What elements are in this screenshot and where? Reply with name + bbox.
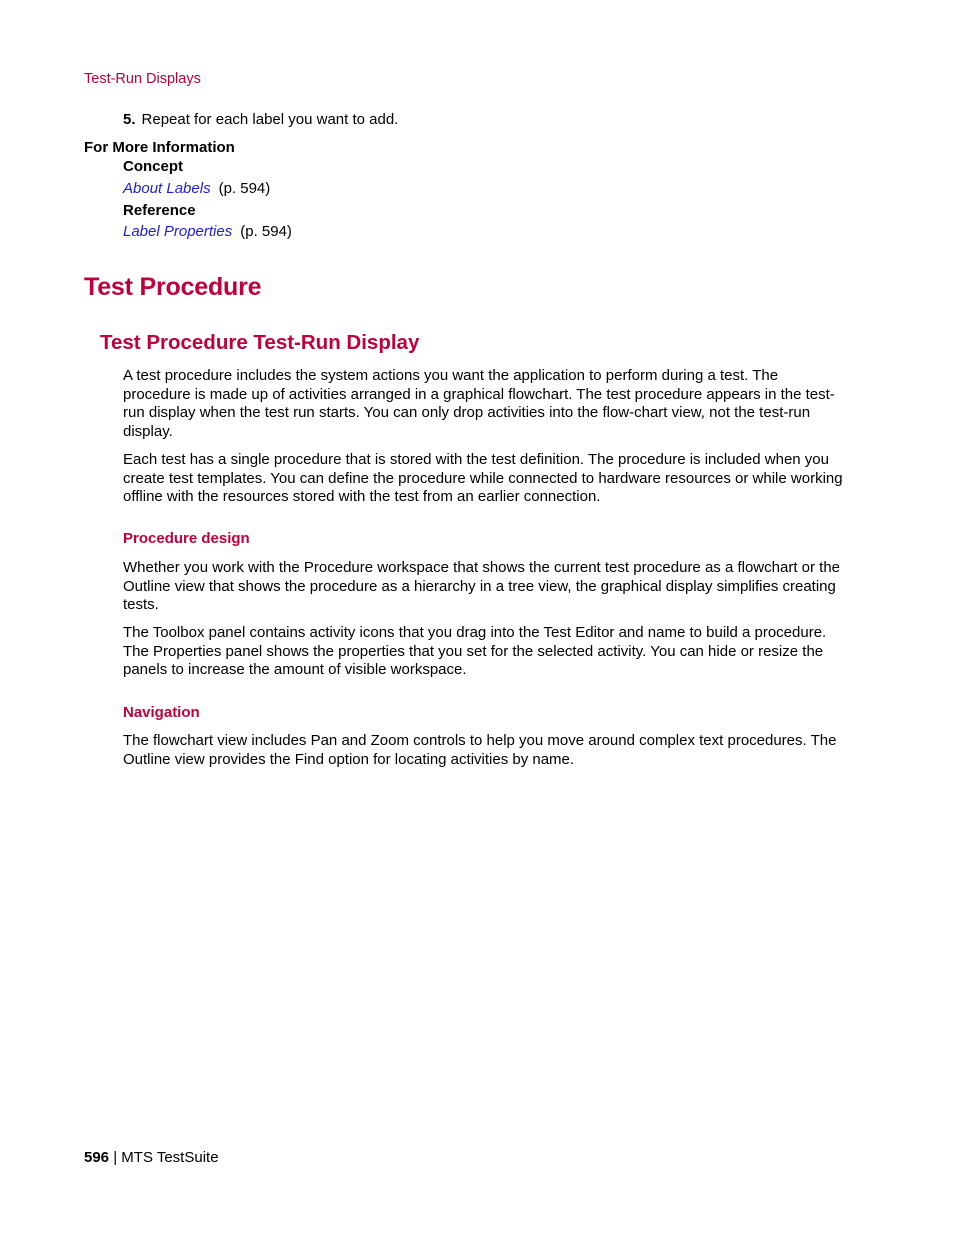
product-name: MTS TestSuite	[121, 1149, 219, 1166]
more-info-heading: For More Information	[84, 139, 235, 156]
step-text: Repeat for each label you want to add.	[141, 111, 399, 128]
design-paragraph-2: The Toolbox panel contains activity icons that you drag into the Test Editor and name to build a procedure. The Properties panel shows the properties that you set for the selected activity. You can hide or resize the panels to increase the amount of visible workspace.	[123, 624, 827, 679]
section-title: Test Procedure	[84, 273, 262, 301]
reference-label: Reference	[123, 202, 196, 219]
navigation-heading: Navigation	[123, 704, 200, 721]
label-properties-link[interactable]: Label Properties	[123, 223, 233, 240]
reference-ref	[123, 223, 292, 240]
procedure-design-heading: Procedure design	[123, 530, 250, 547]
running-header: Test-Run Displays	[84, 71, 201, 87]
concept-label: Concept	[123, 158, 183, 175]
intro-paragraph-1: A test procedure includes the system actions you want the application to perform during a test. The procedure is made up of activities arranged in a graphical flowchart. The test procedure appears in the test-run display when the test run starts. You can only drop activities into the flow-chart view, not the test-run display.	[123, 367, 835, 440]
step-number: 5.	[123, 111, 136, 128]
subsection-title: Test Procedure Test-Run Display	[100, 331, 420, 354]
concept-ref	[123, 180, 270, 197]
about-labels-link[interactable]: About Labels	[123, 180, 211, 197]
intro-paragraph-2: Each test has a single procedure that is stored with the test definition. The procedure is included when you create test templates. You can define the procedure while connected to hardware resources or while working offline with the resources stored with the test from an earlier connection.	[123, 451, 843, 506]
page-footer	[84, 1149, 219, 1166]
concept-page-ref: (p. 594)	[218, 180, 271, 197]
reference-page-ref: (p. 594)	[240, 223, 292, 240]
design-paragraph-1: Whether you work with the Procedure workspace that shows the current test procedure as a flowchart or the Outline view that shows the procedure as a hierarchy in a tree view, the graphical display simplifies creating tests.	[123, 559, 841, 614]
footer-separator: |	[113, 1149, 118, 1166]
page-number: 596	[84, 1149, 110, 1166]
step-item	[123, 111, 398, 130]
navigation-paragraph: The flowchart view includes Pan and Zoom controls to help you move around complex text procedures. The Outline view provides the Find option for locating activities by name.	[123, 732, 837, 768]
